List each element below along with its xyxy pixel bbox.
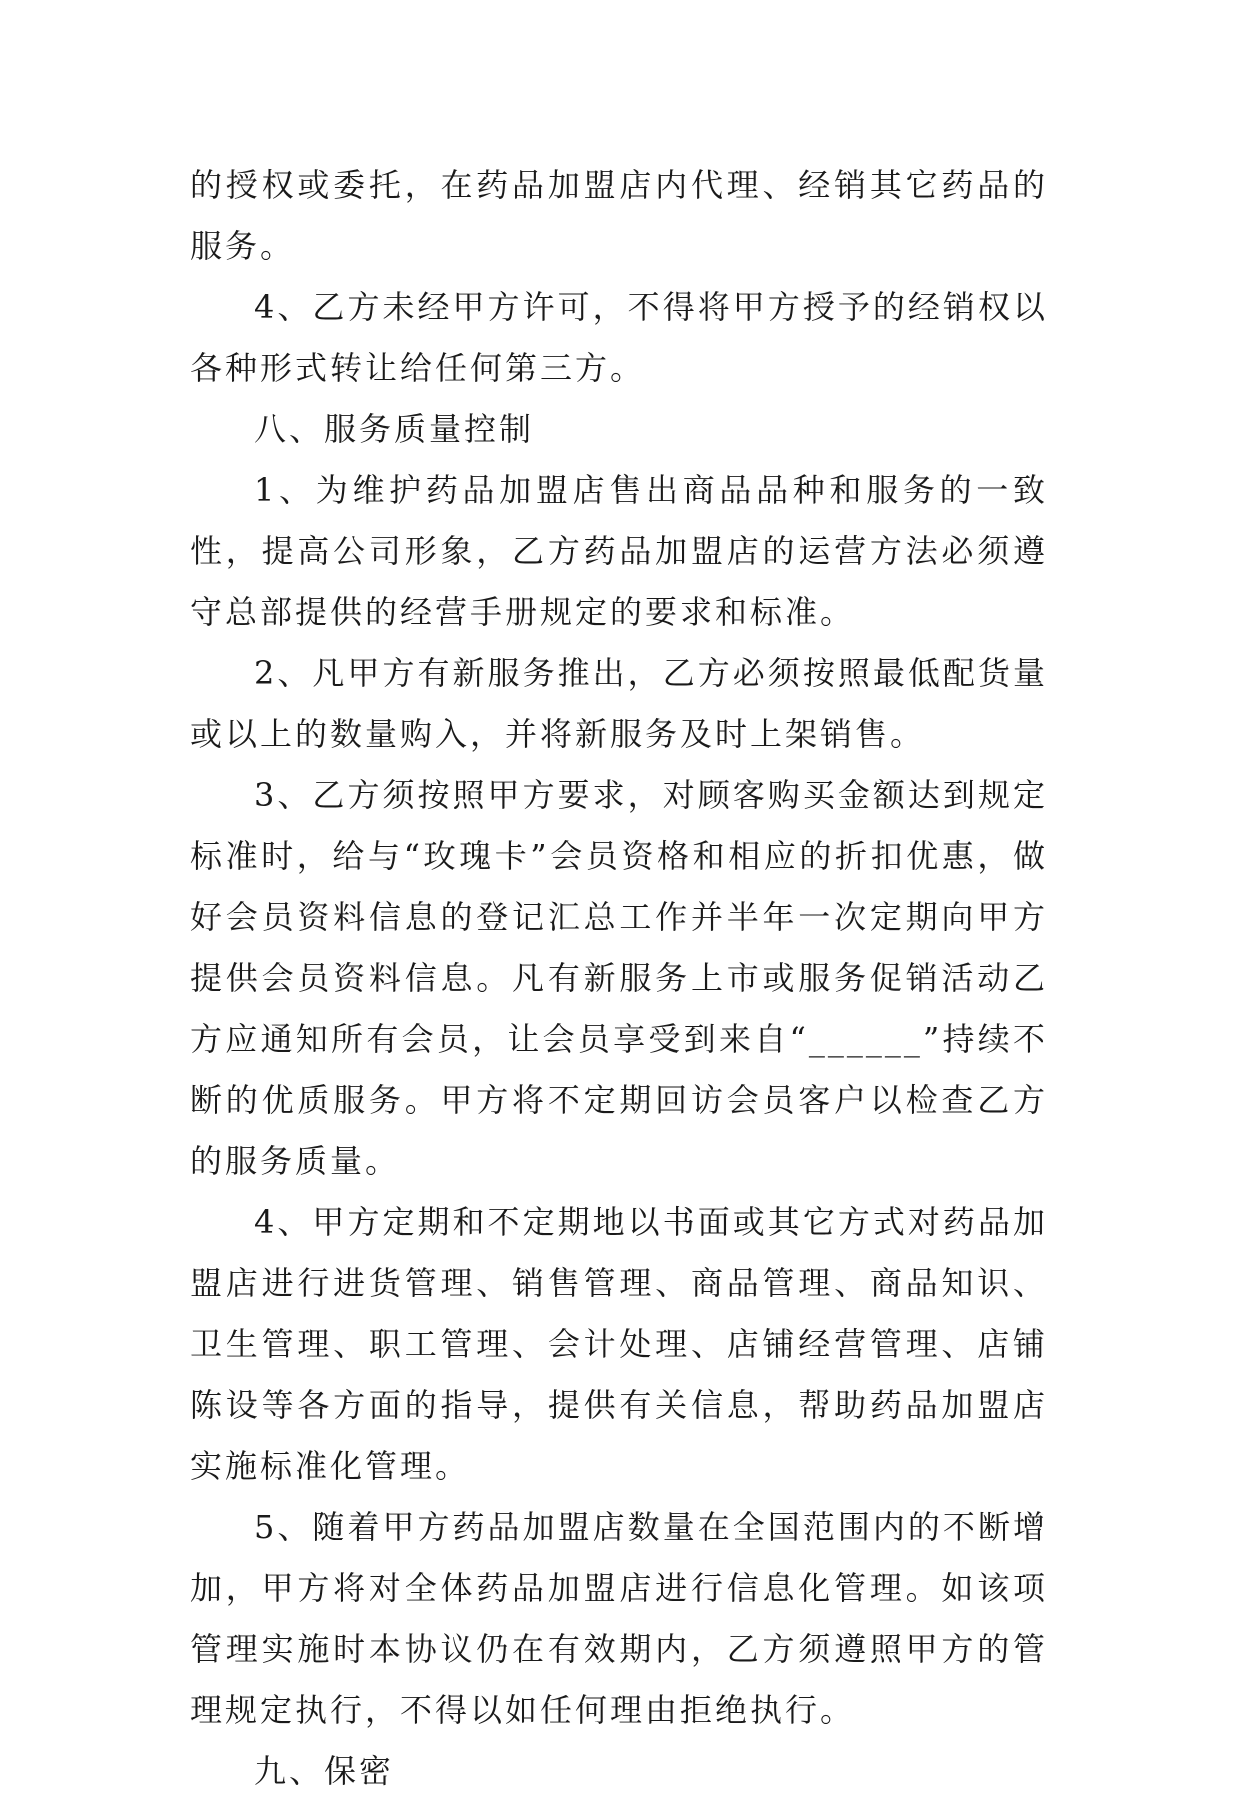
paragraph-clause-3-membership: 3、乙方须按照甲方要求，对顾客购买金额达到规定标准时，给与“玫瑰卡”会员资格和相应的折扣优惠，做好会员资料信息的登记汇总工作并半年一次定期向甲方提供会员资料信息。凡有新服务上市或服务促销活动乙方应通知所有会员，让会员享受到来自“______”持续不断的优质服务。甲方将不定期回访会员客户以检查乙方的服务质量。 <box>190 776 1048 1180</box>
section-heading-service-quality: 八、服务质量控制 <box>254 410 535 448</box>
section-heading-confidentiality: 九、保密 <box>254 1752 395 1790</box>
paragraph-clause-2-new-service: 2、凡甲方有新服务推出，乙方必须按照最低配货量或以上的数量购入，并将新服务及时上架销售。 <box>190 654 1048 753</box>
paragraph-clause-4-guidance: 4、甲方定期和不定期地以书面或其它方式对药品加盟店进行进货管理、销售管理、商品管理、商品知识、卫生管理、职工管理、会计处理、店铺经营管理、店铺陈设等各方面的指导，提供有关信息，帮助药品加盟店实施标准化管理。 <box>190 1203 1048 1485</box>
paragraph-clause-4-transfer: 4、乙方未经甲方许可，不得将甲方授予的经销权以各种形式转让给任何第三方。 <box>190 288 1048 387</box>
paragraph-clause-1-consistency: 1、为维护药品加盟店售出商品品种和服务的一致性，提高公司形象，乙方药品加盟店的运营方法必须遵守总部提供的经营手册规定的要求和标准。 <box>190 471 1048 631</box>
paragraph-clause-5-informatization: 5、随着甲方药品加盟店数量在全国范围内的不断增加，甲方将对全体药品加盟店进行信息化管理。如该项管理实施时本协议仍在有效期内，乙方须遵照甲方的管理规定执行，不得以如任何理由拒绝执行。 <box>190 1508 1048 1729</box>
paragraph-continuation: 的授权或委托，在药品加盟店内代理、经销其它药品的服务。 <box>190 166 1048 265</box>
document-body <box>190 155 1048 1802</box>
